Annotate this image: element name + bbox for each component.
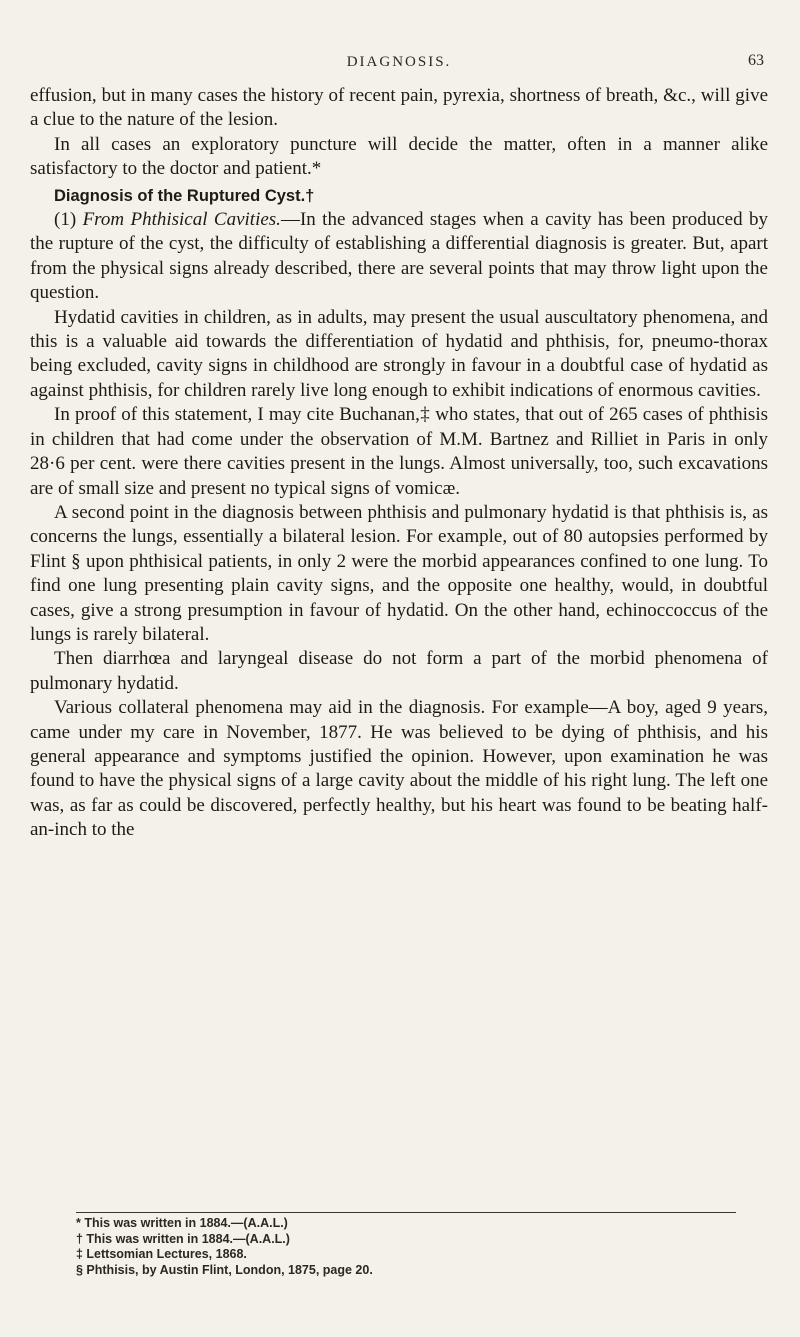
paragraph-hydatid-cavities: Hydatid cavities in children, as in adults, may present the usual auscultatory phenomena, and this is a valuable aid towards the differentiation of hydatid and phthisis, for, pneumo-thorax being excluded, cavity signs in childhood are strongly in favour in a doubtful case of hydatid as against phthisis, for children rarely live long enough to exhibit indications of enormous cavities. (30, 306, 768, 401)
running-head (30, 44, 768, 84)
footnote-3: ‡ Lettsomian Lectures, 1868. (76, 1247, 247, 1262)
page-number: 63 (748, 52, 764, 69)
section-heading: Diagnosis of the Ruptured Cyst.† (54, 186, 315, 205)
paragraph-text: —In the advanced stages when a cavity has been produced by the rupture of the cyst, the difficulty of establishing a differential diagnosis is greater. But, apart from the physical signs already described, there are several points that may throw light upon the question. (30, 209, 768, 304)
footnote-4: § Phthisis, by Austin Flint, London, 1875, page 20. (76, 1262, 373, 1277)
footnote-1: * This was written in 1884.—(A.A.L.) (76, 1216, 288, 1230)
running-title: DIAGNOSIS. (346, 54, 452, 70)
paragraph-phthisical-cavities (30, 208, 768, 306)
paragraph-effusion: effusion, but in many cases the history of recent pain, pyrexia, shortness of breath, &c., will give a clue to the nature of the lesion. (30, 85, 768, 131)
footnotes (76, 1216, 756, 1278)
paragraph-bilateral-lesion: A second point in the diagnosis between phthisis and pulmonary hydatid is that phthisis is, as concerns the lungs, essentially a bilateral lesion. For example, out of 80 autopsies performed by Flint § upon phthisical patients, in only 2 were the morbid appearances confined to one lung. To find one lung presenting plain cavity signs, and the opposite one healthy, would, in doubtful cases, give a strong presumption in favour of hydatid. On the other hand, echinoccoccus of the lungs is rarely bilateral. (30, 501, 768, 645)
paragraph-diarrhoea: Then diarrhœa and laryngeal disease do not form a part of the morbid phenomena of pulmonary hydatid. (30, 648, 768, 694)
paragraph-exploratory-puncture: In all cases an exploratory puncture will decide the matter, often in a manner alike satisfactory to the doctor and patient.* (30, 133, 768, 180)
body-text (30, 84, 768, 843)
footnote-divider (76, 1212, 736, 1213)
footnote-2: † This was written in 1884.—(A.A.L.) (76, 1231, 290, 1246)
list-number: (1) (54, 209, 83, 231)
paragraph-buchanan: In proof of this statement, I may cite Buchanan,‡ who states, that out of 265 cases of phthisis in children that had come under the observation of M.M. Bartnez and Rilliet in Paris in only 28·6 per cent. were there cavities present in the lungs. Almost universally, too, such excavations are of small size and present no typical signs of vomicæ. (30, 404, 768, 499)
subheading-italic: From Phthisical Cavities. (82, 209, 281, 231)
paragraph-collateral-phenomena: Various collateral phenomena may aid in the diagnosis. For example—A boy, aged 9 years, came under my care in November, 1877. He was believed to be dying of phthisis, and his general appearance and symptoms justified the opinion. However, upon examination he was found to have the physical signs of a large cavity about the middle of his right lung. The left one was, as far as could be discovered, perfectly healthy, but his heart was found to be beating half-an-inch to the (30, 697, 768, 841)
